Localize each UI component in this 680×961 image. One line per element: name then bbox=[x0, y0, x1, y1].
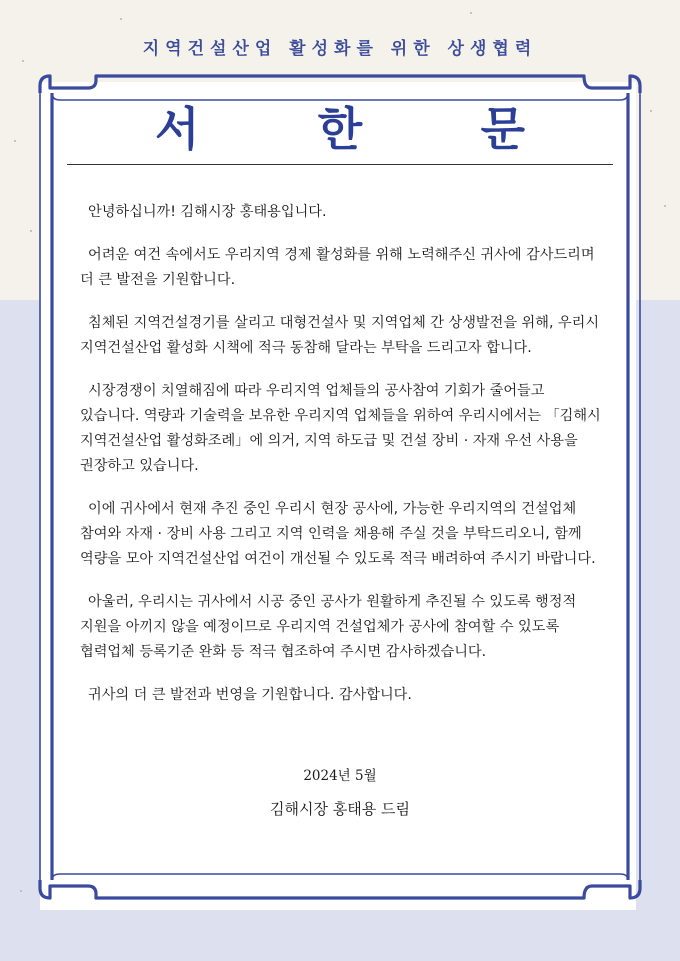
paper-speck bbox=[20, 890, 22, 892]
title-divider bbox=[67, 164, 613, 165]
signature-line: 김해시장 홍태용 드림 bbox=[270, 800, 410, 818]
paper-speck bbox=[664, 205, 666, 207]
letter-body bbox=[80, 200, 608, 726]
greeting-paragraph: 안녕하십니까! 김해시장 홍태용입니다. bbox=[88, 204, 327, 220]
paper-speck bbox=[650, 110, 652, 112]
paper-speck bbox=[30, 230, 32, 232]
slogan-header: 지역건설산업 활성화를 위한 상생협력 bbox=[142, 39, 538, 59]
title-char: 문 bbox=[480, 102, 525, 156]
body-paragraph: 아울러, 우리시는 귀사에서 시공 중인 공사가 원활하게 추진될 수 있도록 행정적 지원을 아끼지 않을 예정이므로 우리지역 건설업체가 공사에 참여할 수 있도록 협력업체 등록기준 완화 등 적극 협조하여 주시면 감사하겠습니다. bbox=[80, 594, 577, 660]
letter-date: 2024년 5월 bbox=[303, 768, 377, 784]
closing-paragraph: 귀사의 더 큰 발전과 번영을 기원합니다. 감사합니다. bbox=[88, 687, 412, 703]
page-title bbox=[60, 96, 620, 156]
paper-speck bbox=[14, 140, 16, 142]
body-paragraph: 이에 귀사에서 현재 추진 중인 우리시 현장 공사에, 가능한 우리지역의 건설업체 참여와 자재 · 장비 사용 그리고 지역 인력을 채용해 주실 것을 부탁드리오니, 함께 역량을 모아 지역건설산업 여건이 개선될 수 있도록 적극 배려하여 주시기 바랍니다. bbox=[80, 501, 596, 567]
body-paragraph: 침체된 지역건설경기를 살리고 대형건설사 및 지역업체 간 상생발전을 위해, 우리시 지역건설산업 활성화 시책에 적극 동참해 달라는 부탁을 드리고자 합니다. bbox=[80, 315, 600, 356]
body-paragraph: 시장경쟁이 치열해짐에 따라 우리지역 업체들의 공사참여 기회가 줄어들고 있습니다. 역량과 기술력을 보유한 우리지역 업체들을 위하여 우리시에서는 「김해시 지역건설산업 활성화조례」에 의거, 지역 하도급 및 건설 장비 · 자재 우선 사용을 권장하고 있습니다. bbox=[80, 383, 601, 474]
title-char: 서 bbox=[155, 102, 200, 156]
body-paragraph: 어려운 여건 속에서도 우리지역 경제 활성화를 위해 노력해주신 귀사에 감사드리며 더 큰 발전을 기원합니다. bbox=[80, 247, 595, 288]
title-char: 한 bbox=[317, 102, 363, 156]
paper-speck bbox=[120, 18, 122, 20]
paper-speck bbox=[470, 12, 472, 14]
paper-speck bbox=[22, 60, 24, 62]
